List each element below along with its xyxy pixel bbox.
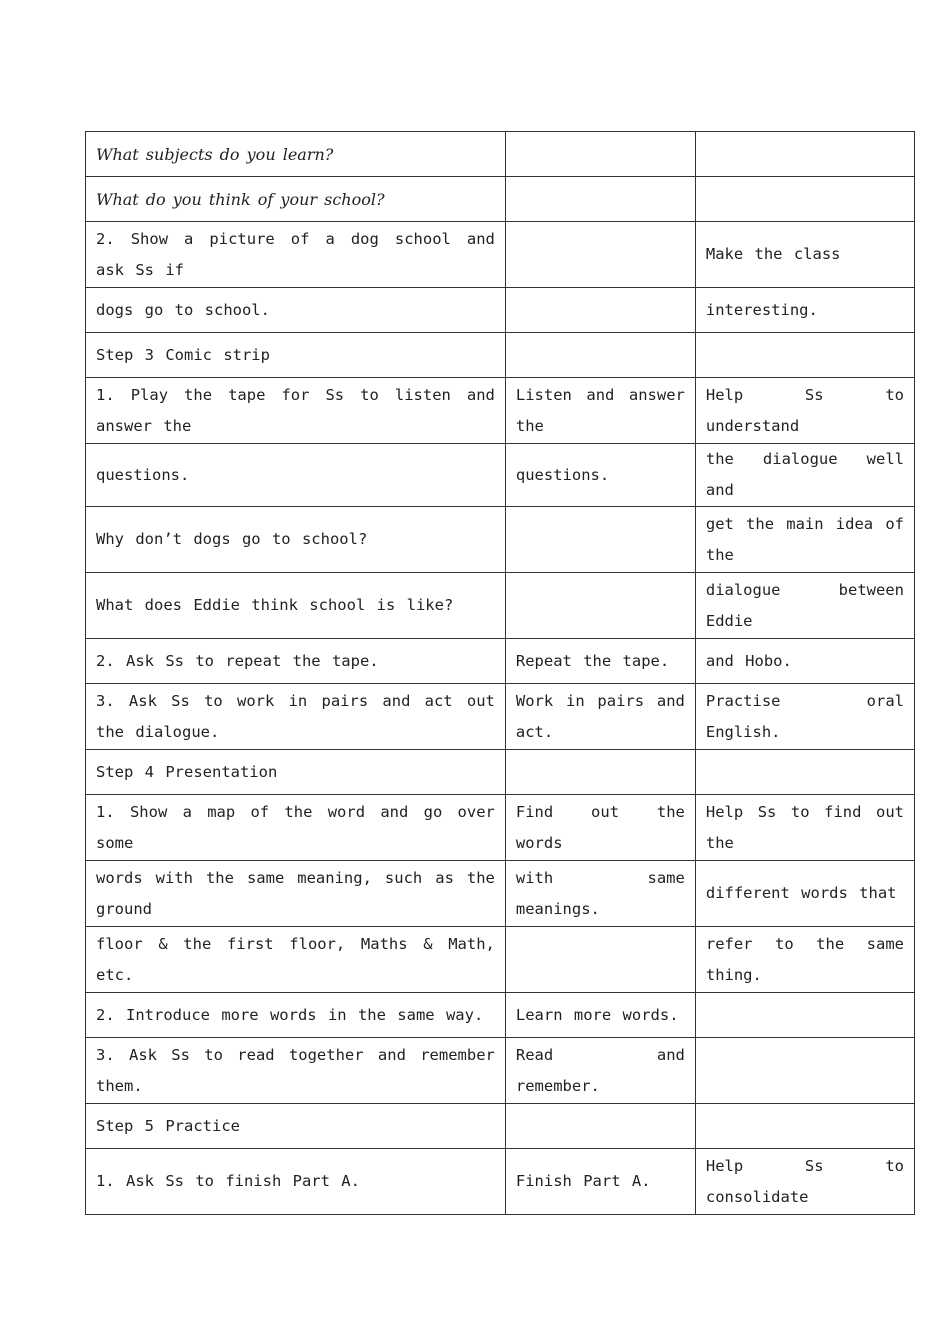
table-cell: Read and remember. bbox=[505, 1038, 695, 1104]
table-cell: 1. Show a map of the word and go over some bbox=[86, 795, 506, 861]
table-cell: Step 4 Presentation bbox=[86, 750, 506, 795]
table-cell bbox=[695, 1104, 914, 1149]
table-row bbox=[86, 378, 915, 444]
table-cell: Make the class bbox=[695, 222, 914, 288]
table-cell: and Hobo. bbox=[695, 639, 914, 684]
table-row bbox=[86, 795, 915, 861]
table-cell: dogs go to school. bbox=[86, 288, 506, 333]
table-cell: questions. bbox=[505, 444, 695, 507]
table-cell bbox=[695, 993, 914, 1038]
table-cell bbox=[505, 288, 695, 333]
table-cell: Learn more words. bbox=[505, 993, 695, 1038]
table-cell: floor & the first floor, Maths & Math, etc. bbox=[86, 927, 506, 993]
table-row bbox=[86, 573, 915, 639]
table-cell bbox=[695, 750, 914, 795]
table-row bbox=[86, 1149, 915, 1215]
table-cell: What subjects do you learn? bbox=[86, 132, 506, 177]
table-cell: with same meanings. bbox=[505, 861, 695, 927]
table-cell bbox=[695, 333, 914, 378]
table-row bbox=[86, 993, 915, 1038]
table-cell: words with the same meaning, such as the ground bbox=[86, 861, 506, 927]
table-cell bbox=[505, 507, 695, 573]
table-row bbox=[86, 861, 915, 927]
table-cell bbox=[505, 927, 695, 993]
table-row bbox=[86, 444, 915, 507]
table-cell: Why don’t dogs go to school? bbox=[86, 507, 506, 573]
table-cell: different words that bbox=[695, 861, 914, 927]
table-cell: Practise oral English. bbox=[695, 684, 914, 750]
table-row bbox=[86, 1104, 915, 1149]
table-cell: the dialogue well and bbox=[695, 444, 914, 507]
table-cell bbox=[505, 222, 695, 288]
table-cell: Step 5 Practice bbox=[86, 1104, 506, 1149]
table-cell bbox=[505, 132, 695, 177]
table-cell bbox=[505, 750, 695, 795]
table-cell bbox=[695, 177, 914, 222]
table-cell: Listen and answer the bbox=[505, 378, 695, 444]
table-row bbox=[86, 507, 915, 573]
table-cell: Repeat the tape. bbox=[505, 639, 695, 684]
table-cell: What do you think of your school? bbox=[86, 177, 506, 222]
table-row bbox=[86, 684, 915, 750]
table-cell bbox=[695, 1038, 914, 1104]
table-cell bbox=[695, 132, 914, 177]
table-cell: Work in pairs and act. bbox=[505, 684, 695, 750]
table-cell bbox=[505, 1104, 695, 1149]
table-row bbox=[86, 177, 915, 222]
table-row bbox=[86, 639, 915, 684]
table-cell bbox=[505, 573, 695, 639]
table-cell: 2. Ask Ss to repeat the tape. bbox=[86, 639, 506, 684]
table-cell: 1. Ask Ss to finish Part A. bbox=[86, 1149, 506, 1215]
table-cell: 3. Ask Ss to read together and remember them. bbox=[86, 1038, 506, 1104]
table-row bbox=[86, 288, 915, 333]
table-cell: What does Eddie think school is like? bbox=[86, 573, 506, 639]
table-cell: 2. Show a picture of a dog school and ask Ss if bbox=[86, 222, 506, 288]
table-cell: interesting. bbox=[695, 288, 914, 333]
table-cell: get the main idea of the bbox=[695, 507, 914, 573]
table-row bbox=[86, 750, 915, 795]
table-row bbox=[86, 333, 915, 378]
table-cell: questions. bbox=[86, 444, 506, 507]
table-cell: refer to the same thing. bbox=[695, 927, 914, 993]
table-cell: Help Ss to consolidate bbox=[695, 1149, 914, 1215]
table-cell: 2. Introduce more words in the same way. bbox=[86, 993, 506, 1038]
lesson-plan-table bbox=[85, 131, 915, 1215]
table-cell: Step 3 Comic strip bbox=[86, 333, 506, 378]
table-cell bbox=[505, 177, 695, 222]
table-row bbox=[86, 132, 915, 177]
table-row bbox=[86, 927, 915, 993]
table-cell: Help Ss to find out the bbox=[695, 795, 914, 861]
table-cell: dialogue between Eddie bbox=[695, 573, 914, 639]
table-row bbox=[86, 222, 915, 288]
table-row bbox=[86, 1038, 915, 1104]
table-cell: Help Ss to understand bbox=[695, 378, 914, 444]
table-cell: 1. Play the tape for Ss to listen and answer the bbox=[86, 378, 506, 444]
table-cell: 3. Ask Ss to work in pairs and act out the dialogue. bbox=[86, 684, 506, 750]
table-cell bbox=[505, 333, 695, 378]
table-cell: Finish Part A. bbox=[505, 1149, 695, 1215]
table-cell: Find out the words bbox=[505, 795, 695, 861]
